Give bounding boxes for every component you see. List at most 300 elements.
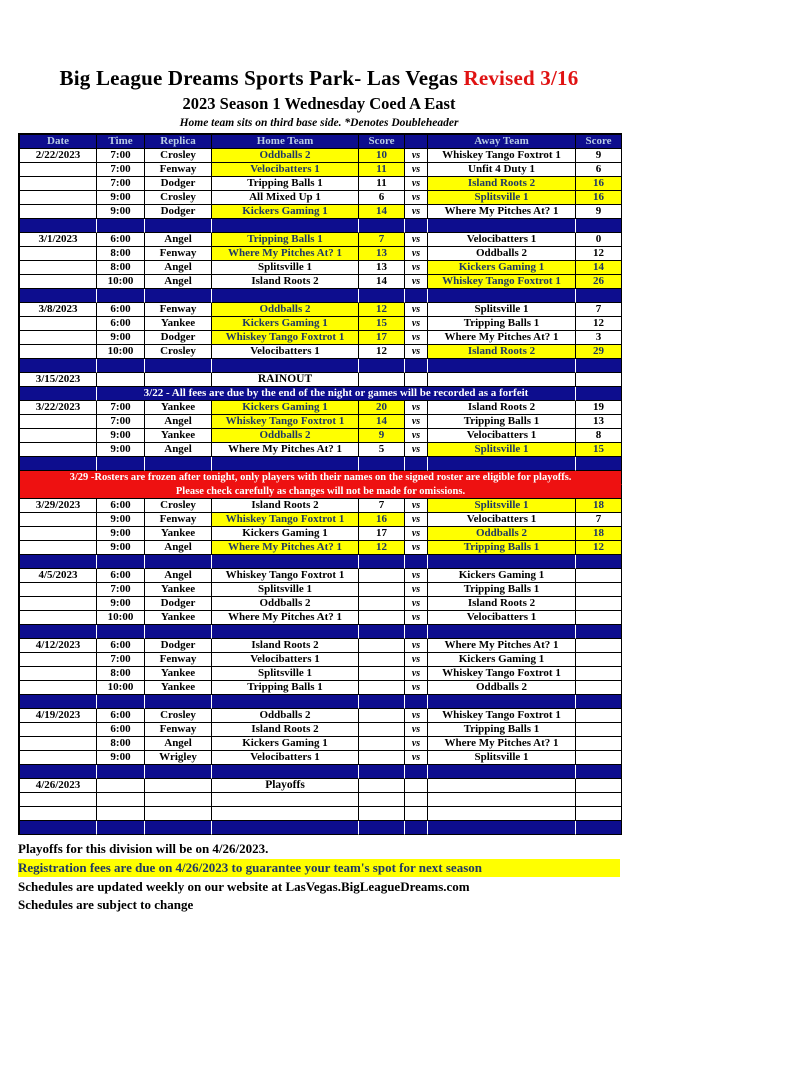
replica-cell: Angel [145,415,212,429]
time-cell: 9:00 [97,513,145,527]
separator-cell [576,555,622,569]
time-cell: 7:00 [97,583,145,597]
away-team-cell [428,793,576,807]
date-cell: 3/8/2023 [20,303,97,317]
away-team-cell: Whiskey Tango Foxtrot 1 [428,667,576,681]
replica-cell: Angel [145,569,212,583]
vs-cell: vs [405,233,428,247]
away-team-cell: Splitsville 1 [428,443,576,457]
vs-cell [405,807,428,821]
away-score-cell [576,653,622,667]
home-score-cell [359,681,405,695]
home-team-cell: Oddballs 2 [212,709,359,723]
game-row [20,737,622,751]
home-score-cell: 17 [359,527,405,541]
separator-cell [145,359,212,373]
separator-cell [405,219,428,233]
separator-cell [212,695,359,709]
game-row [20,681,622,695]
vs-cell: vs [405,303,428,317]
date-cell: 2/22/2023 [20,149,97,163]
vs-cell: vs [405,443,428,457]
game-row [20,443,622,457]
separator-cell [97,695,145,709]
date-cell: 4/19/2023 [20,709,97,723]
away-score-cell [576,793,622,807]
game-row [20,345,622,359]
home-score-cell: 5 [359,443,405,457]
time-cell: 9:00 [97,205,145,219]
separator-cell [20,625,97,639]
home-team-note: Home team sits on third base side. *Denotes Doubleheader [179,117,459,129]
home-team-cell: Island Roots 2 [212,499,359,513]
away-score-cell [576,639,622,653]
home-team-cell: Where My Pitches At? 1 [212,611,359,625]
time-cell: 7:00 [97,149,145,163]
date-cell [20,723,97,737]
separator-cell [212,219,359,233]
date-cell [20,177,97,191]
time-cell: 10:00 [97,611,145,625]
away-team-cell: Where My Pitches At? 1 [428,639,576,653]
home-score-cell [359,737,405,751]
date-cell [20,513,97,527]
away-score-cell [576,779,622,793]
time-cell: 6:00 [97,723,145,737]
replica-cell: Crosley [145,345,212,359]
date-cell [20,527,97,541]
separator-cell [576,457,622,471]
vs-cell: vs [405,275,428,289]
game-row [20,205,622,219]
separator-cell [145,555,212,569]
date-cell [20,751,97,765]
home-score-cell: 17 [359,331,405,345]
vs-cell: vs [405,723,428,737]
separator-row [20,765,622,779]
away-team-cell: Oddballs 2 [428,527,576,541]
separator-cell [405,821,428,835]
home-team-cell: All Mixed Up 1 [212,191,359,205]
vs-cell: vs [405,583,428,597]
home-team-cell: Splitsville 1 [212,583,359,597]
separator-row [20,457,622,471]
game-row [20,401,622,415]
time-cell: 9:00 [97,527,145,541]
away-score-cell: 9 [576,149,622,163]
vs-cell: vs [405,205,428,219]
page-title [18,66,620,91]
home-team-cell: Velocibatters 1 [212,345,359,359]
separator-cell [212,625,359,639]
replica-cell: Fenway [145,247,212,261]
game-row [20,177,622,191]
time-cell [97,779,145,793]
date-cell: 4/26/2023 [20,779,97,793]
away-team-cell: Unfit 4 Duty 1 [428,163,576,177]
home-score-cell: 6 [359,191,405,205]
home-score-cell [359,667,405,681]
replica-cell: Dodger [145,639,212,653]
separator-cell [405,359,428,373]
away-score-cell: 18 [576,527,622,541]
time-cell: 6:00 [97,569,145,583]
away-team-cell: Splitsville 1 [428,303,576,317]
date-cell [20,415,97,429]
date-cell [20,583,97,597]
separator-cell [212,765,359,779]
vs-cell: vs [405,597,428,611]
time-cell: 9:00 [97,191,145,205]
separator-cell [20,821,97,835]
page-title-text: Big League Dreams Sports Park- Las Vegas [59,66,459,90]
separator-row [20,359,622,373]
vs-cell: vs [405,247,428,261]
empty-row [20,793,622,807]
revised-label: Revised 3/16 [463,66,579,90]
date-cell [20,275,97,289]
separator-cell [405,457,428,471]
separator-cell [359,457,405,471]
home-score-cell: 13 [359,247,405,261]
roster-notice-text-cell: Please check carefully as changes will not be made for omissions. [20,485,622,499]
column-header-home-score: Score [359,135,405,149]
replica-cell: Dodger [145,177,212,191]
replica-cell: Yankee [145,317,212,331]
away-score-cell: 14 [576,261,622,275]
game-row [20,527,622,541]
footer-playoffs-line: Playoffs for this division will be on 4/26/2023. [18,841,269,856]
label-row [20,373,622,387]
away-team-cell: Oddballs 2 [428,681,576,695]
vs-cell: vs [405,709,428,723]
separator-cell [97,289,145,303]
home-score-cell [359,583,405,597]
home-score-cell: 7 [359,233,405,247]
separator-cell [145,695,212,709]
replica-cell [145,807,212,821]
home-score-cell [359,807,405,821]
home-score-cell [359,639,405,653]
separator-cell [428,555,576,569]
separator-cell [20,359,97,373]
replica-cell: Fenway [145,303,212,317]
separator-cell [145,457,212,471]
home-score-cell: 11 [359,163,405,177]
home-team-cell: Whiskey Tango Foxtrot 1 [212,331,359,345]
column-header-away-score: Score [576,135,622,149]
home-team-cell: Kickers Gaming 1 [212,737,359,751]
vs-cell: vs [405,569,428,583]
replica-cell: Crosley [145,149,212,163]
game-row [20,723,622,737]
vs-cell: vs [405,191,428,205]
home-score-cell: 7 [359,499,405,513]
home-team-cell: Kickers Gaming 1 [212,317,359,331]
away-score-cell [576,611,622,625]
home-score-cell [359,751,405,765]
date-cell [20,737,97,751]
vs-cell: vs [405,317,428,331]
time-cell: 7:00 [97,653,145,667]
away-score-cell [576,373,622,387]
home-score-cell [359,793,405,807]
label-cell [212,807,359,821]
separator-cell [405,765,428,779]
separator-cell [359,821,405,835]
home-team-cell: Kickers Gaming 1 [212,205,359,219]
game-row [20,513,622,527]
away-team-cell: Whiskey Tango Foxtrot 1 [428,275,576,289]
game-row [20,653,622,667]
separator-row [20,555,622,569]
away-team-cell [428,373,576,387]
time-cell: 10:00 [97,275,145,289]
separator-cell [428,625,576,639]
separator-cell [20,695,97,709]
away-score-cell: 12 [576,317,622,331]
date-cell [20,429,97,443]
date-cell: 3/15/2023 [20,373,97,387]
footer-website-line: Schedules are updated weekly on our website at LasVegas.BigLeagueDreams.com [18,879,470,894]
column-header-time: Time [97,135,145,149]
separator-cell [212,555,359,569]
away-score-cell [576,709,622,723]
separator-cell [359,219,405,233]
date-cell [20,191,97,205]
away-team-cell: Tripping Balls 1 [428,541,576,555]
replica-cell: Fenway [145,653,212,667]
separator-cell [428,821,576,835]
game-row [20,191,622,205]
column-header-home-team: Home Team [212,135,359,149]
vs-cell [405,373,428,387]
date-cell [20,331,97,345]
away-score-cell: 29 [576,345,622,359]
game-row [20,569,622,583]
separator-cell [97,219,145,233]
game-row [20,597,622,611]
game-row [20,331,622,345]
away-team-cell: Tripping Balls 1 [428,317,576,331]
game-row [20,429,622,443]
roster-freeze-notice-row [20,485,622,499]
away-team-cell: Island Roots 2 [428,401,576,415]
away-team-cell [428,779,576,793]
away-team-cell: Splitsville 1 [428,751,576,765]
vs-cell: vs [405,415,428,429]
away-team-cell: Velocibatters 1 [428,233,576,247]
time-cell: 8:00 [97,667,145,681]
separator-cell [212,457,359,471]
home-team-cell: Velocibatters 1 [212,653,359,667]
home-score-cell: 12 [359,345,405,359]
away-team-cell: Kickers Gaming 1 [428,261,576,275]
away-score-cell [576,597,622,611]
date-cell: 3/22/2023 [20,401,97,415]
separator-cell [576,765,622,779]
vs-cell [405,793,428,807]
vs-cell: vs [405,751,428,765]
vs-cell: vs [405,331,428,345]
date-cell [20,261,97,275]
separator-cell [428,289,576,303]
separator-cell [20,765,97,779]
time-cell: 6:00 [97,709,145,723]
away-team-cell: Where My Pitches At? 1 [428,331,576,345]
away-team-cell: Velocibatters 1 [428,611,576,625]
home-score-cell [359,709,405,723]
header-row [20,135,622,149]
replica-cell: Yankee [145,401,212,415]
date-cell: 4/5/2023 [20,569,97,583]
replica-cell [145,793,212,807]
home-team-cell: Whiskey Tango Foxtrot 1 [212,569,359,583]
away-team-cell: Oddballs 2 [428,247,576,261]
vs-cell: vs [405,527,428,541]
column-header-date: Date [20,135,97,149]
sheet-header [18,66,620,129]
home-team-cell: Tripping Balls 1 [212,233,359,247]
home-score-cell: 11 [359,177,405,191]
replica-cell: Angel [145,275,212,289]
away-score-cell: 12 [576,247,622,261]
date-cell: 3/1/2023 [20,233,97,247]
separator-cell [576,359,622,373]
column-header-vs [405,135,428,149]
vs-cell [405,779,428,793]
replica-cell: Angel [145,737,212,751]
separator-cell [405,625,428,639]
separator-cell [97,821,145,835]
home-score-cell [359,779,405,793]
time-cell: 7:00 [97,401,145,415]
time-cell [97,373,145,387]
away-score-cell: 13 [576,415,622,429]
away-score-cell: 6 [576,163,622,177]
roster-notice-text-cell: 3/29 -Rosters are frozen after tonight, only players with their names on the signed roster are eligible for playoffs. [20,471,622,485]
away-team-cell: Velocibatters 1 [428,429,576,443]
time-cell: 6:00 [97,303,145,317]
home-team-cell: Island Roots 2 [212,723,359,737]
home-score-cell [359,653,405,667]
replica-cell [145,779,212,793]
home-team-cell: Where My Pitches At? 1 [212,443,359,457]
vs-cell: vs [405,345,428,359]
game-row [20,275,622,289]
away-score-cell: 26 [576,275,622,289]
separator-cell [428,695,576,709]
replica-cell: Yankee [145,527,212,541]
vs-cell: vs [405,163,428,177]
vs-cell: vs [405,401,428,415]
game-row [20,303,622,317]
game-row [20,709,622,723]
away-team-cell: Splitsville 1 [428,191,576,205]
label-row [20,779,622,793]
away-team-cell: Tripping Balls 1 [428,723,576,737]
time-cell: 9:00 [97,443,145,457]
time-cell: 6:00 [97,317,145,331]
vs-cell: vs [405,149,428,163]
vs-cell: vs [405,541,428,555]
game-row [20,233,622,247]
date-cell [20,541,97,555]
schedule-table [18,133,622,835]
away-score-cell: 3 [576,331,622,345]
game-row [20,247,622,261]
home-score-cell: 14 [359,415,405,429]
away-score-cell: 7 [576,303,622,317]
away-team-cell: Island Roots 2 [428,597,576,611]
replica-cell: Yankee [145,611,212,625]
time-cell: 8:00 [97,737,145,751]
separator-cell [212,821,359,835]
home-team-cell: Velocibatters 1 [212,163,359,177]
time-cell [97,793,145,807]
separator-cell [405,289,428,303]
replica-cell: Angel [145,443,212,457]
away-team-cell: Kickers Gaming 1 [428,653,576,667]
separator-cell [428,359,576,373]
home-score-cell: 13 [359,261,405,275]
replica-cell: Angel [145,261,212,275]
away-team-cell: Splitsville 1 [428,499,576,513]
away-team-cell: Kickers Gaming 1 [428,569,576,583]
vs-cell: vs [405,177,428,191]
home-score-cell: 10 [359,149,405,163]
time-cell: 9:00 [97,331,145,345]
time-cell: 10:00 [97,681,145,695]
game-row [20,149,622,163]
home-score-cell [359,611,405,625]
time-cell: 7:00 [97,415,145,429]
home-score-cell: 16 [359,513,405,527]
home-score-cell: 14 [359,275,405,289]
time-cell: 6:00 [97,639,145,653]
away-team-cell: Whiskey Tango Foxtrot 1 [428,709,576,723]
separator-cell [576,289,622,303]
date-cell [20,345,97,359]
home-team-cell: Splitsville 1 [212,261,359,275]
notice-end-cell [576,387,622,401]
time-cell: 6:00 [97,499,145,513]
replica-cell: Angel [145,541,212,555]
away-score-cell: 16 [576,177,622,191]
home-score-cell: 12 [359,303,405,317]
replica-cell: Dodger [145,205,212,219]
home-score-cell [359,597,405,611]
game-row [20,611,622,625]
replica-cell: Fenway [145,163,212,177]
replica-cell: Yankee [145,583,212,597]
date-cell: 3/29/2023 [20,499,97,513]
home-score-cell [359,569,405,583]
replica-cell: Wrigley [145,751,212,765]
date-cell [20,597,97,611]
home-team-cell: Island Roots 2 [212,639,359,653]
vs-cell: vs [405,429,428,443]
sheet-footer [18,840,620,914]
away-score-cell [576,807,622,821]
home-score-cell: 20 [359,401,405,415]
separator-cell [20,457,97,471]
separator-cell [97,765,145,779]
replica-cell: Yankee [145,667,212,681]
label-cell: RAINOUT [212,373,359,387]
separator-cell [145,821,212,835]
separator-cell [428,765,576,779]
